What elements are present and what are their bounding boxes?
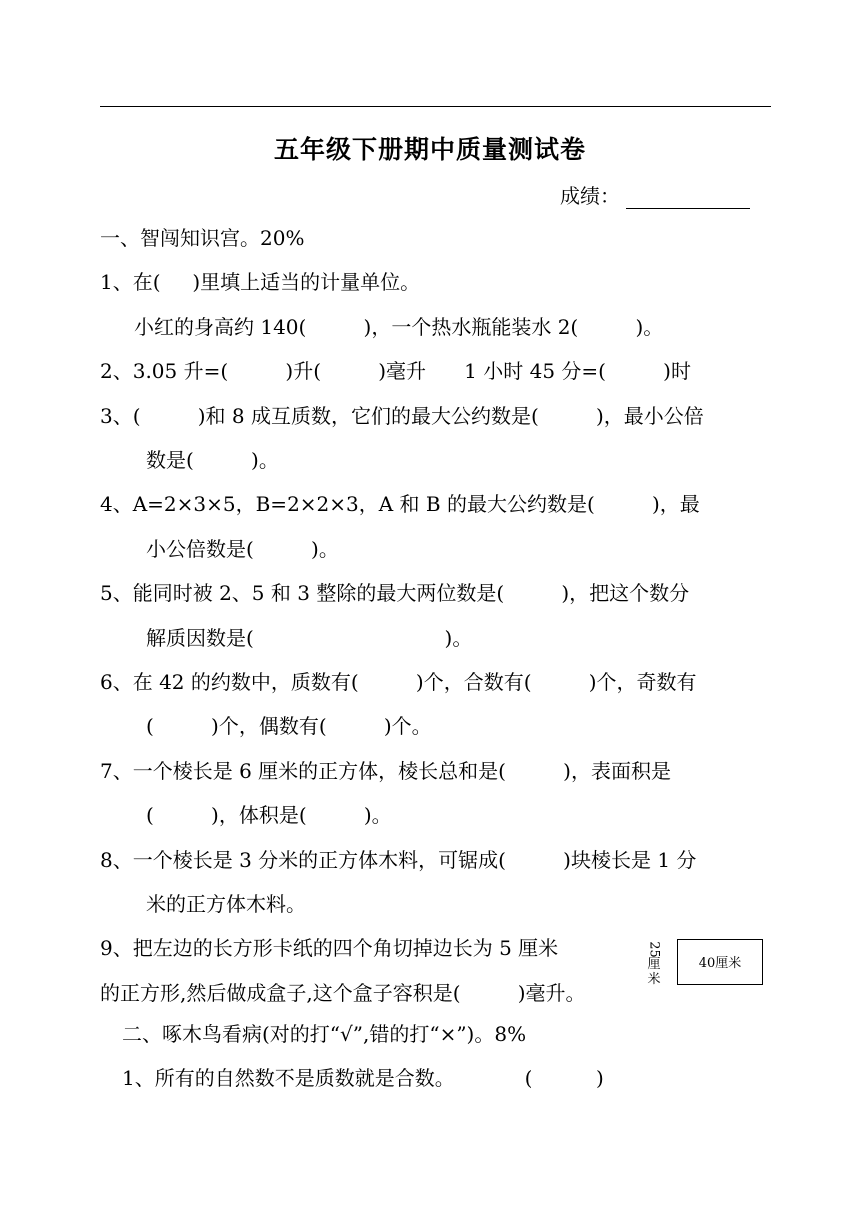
section2-heading: 二、啄木鸟看病(对的打“√”,错的打“×”)。8% xyxy=(122,1022,527,1046)
question-line: 4、A=2×3×5，B=2×2×3，A 和 B 的最大公约数是( )，最 xyxy=(100,492,700,516)
question-line: 解质因数是( )。 xyxy=(146,626,473,650)
question-line: 米的正方体木料。 xyxy=(146,892,306,916)
rectangle-height-unit-1: 厘 xyxy=(647,957,661,972)
question-line: ( )，体积是( )。 xyxy=(146,803,392,827)
score-label: 成绩： xyxy=(560,184,620,208)
rectangle-card-figure xyxy=(677,939,763,985)
question-line: 小红的身高约 140( )，一个热水瓶能装水 2( )。 xyxy=(134,315,664,339)
question-line: 的正方形,然后做成盒子,这个盒子容积是( )毫升。 xyxy=(100,981,586,1005)
question-line: 6、在 42 的约数中，质数有( )个，合数有( )个，奇数有 xyxy=(100,670,697,694)
question-line: 3、( )和 8 成互质数，它们的最大公约数是( )，最小公倍 xyxy=(100,404,704,428)
question-line: 1、所有的自然数不是质数就是合数。 ( ) xyxy=(122,1066,604,1090)
rectangle-height-number: 25 xyxy=(646,941,662,958)
question-line: 小公倍数是( )。 xyxy=(146,537,339,561)
question-line: 9、把左边的长方形卡纸的四个角切掉边长为 5 厘米 xyxy=(100,936,559,960)
top-rule xyxy=(100,106,771,107)
rectangle-width-label: 40厘米 xyxy=(698,956,742,971)
rectangle-height-unit-2: 米 xyxy=(647,972,661,987)
question-line: 8、一个棱长是 3 分米的正方体木料，可锯成( )块棱长是 1 分 xyxy=(100,848,697,872)
question-line: 数是( )。 xyxy=(146,448,279,472)
page-title: 五年级下册期中质量测试卷 xyxy=(273,135,586,164)
score-blank xyxy=(626,188,750,209)
score-field xyxy=(560,180,750,209)
question-line: 1、在( )里填上适当的计量单位。 xyxy=(100,270,421,294)
rectangle-height-label xyxy=(645,942,663,987)
question-line: ( )个，偶数有( )个。 xyxy=(146,714,432,738)
question-line: 2、3.05 升=( )升( )毫升 1 小时 45 分=( )时 xyxy=(100,359,691,383)
question-line: 5、能同时被 2、5 和 3 整除的最大两位数是( )，把这个数分 xyxy=(100,581,690,605)
question-line: 7、一个棱长是 6 厘米的正方体，棱长总和是( )，表面积是 xyxy=(100,759,671,783)
section1-heading: 一、智闯知识宫。20% xyxy=(100,226,305,250)
